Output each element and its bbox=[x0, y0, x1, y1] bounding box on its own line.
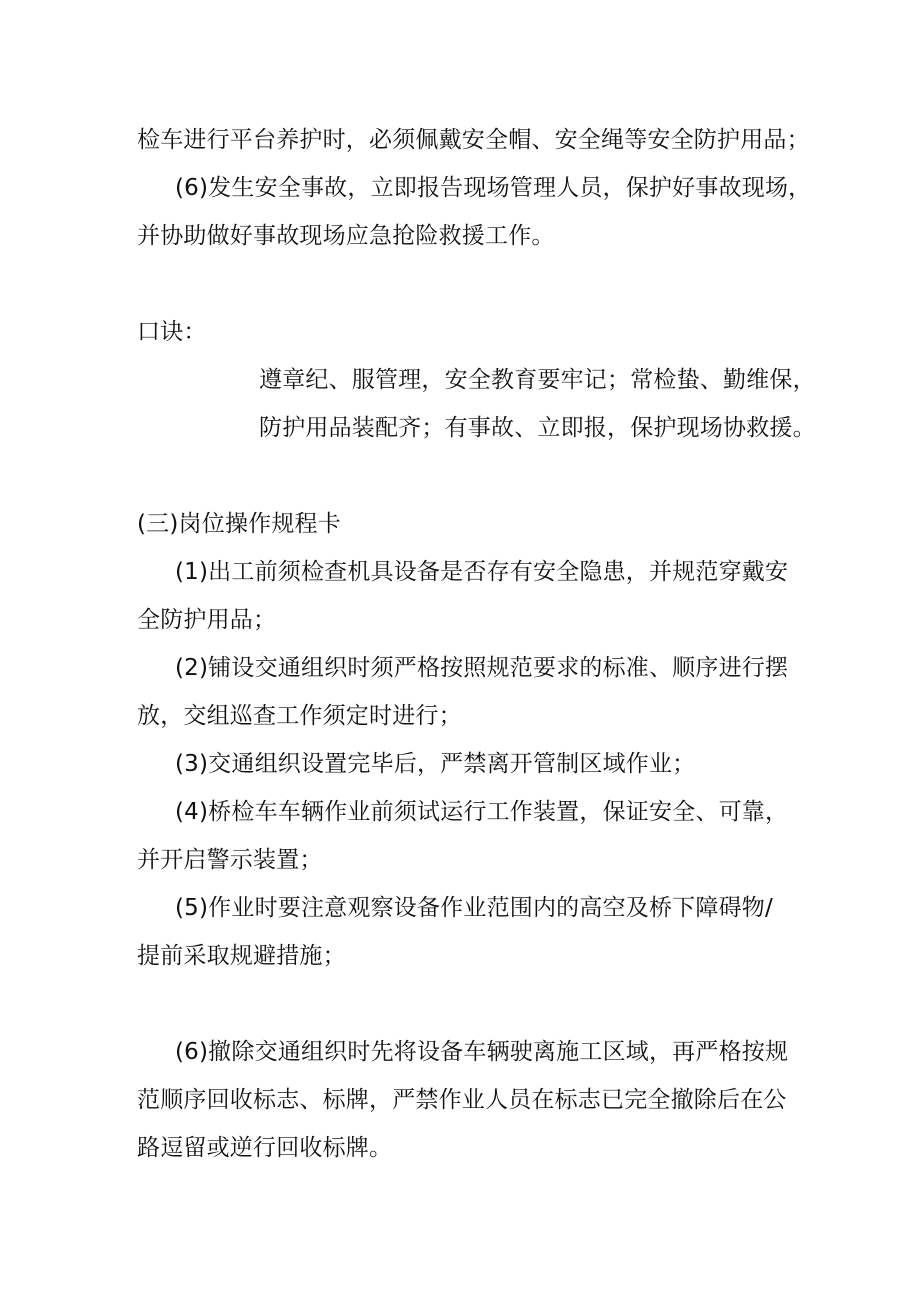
rule-line: (3)交通组织设置完毕后，严禁离开管制区域作业； bbox=[175, 751, 696, 777]
mnemonic-line: 防护用品装配齐；有事故、立即报，保护现场协救援。 bbox=[259, 415, 816, 441]
rule-line: (2)铺设交通组织时须严格按照规范要求的标准、顺序进行摆 bbox=[175, 655, 789, 681]
rule-line: 路逗留或逆行回收标牌。 bbox=[137, 1135, 393, 1161]
rule-line: 全防护用品； bbox=[137, 607, 277, 633]
intro-line: (6)发生安全事故，立即报告现场管理人员，保护好事故现场， bbox=[175, 175, 812, 201]
intro-line: 并协助做好事故现场应急抢险救援工作。 bbox=[137, 223, 555, 249]
rule-line: 范顺序回收标志、标牌，严禁作业人员在标志已完全撤除后在公 bbox=[137, 1087, 787, 1113]
intro-line: 检车进行平台养护时，必须佩戴安全帽、安全绳等安全防护用品； bbox=[137, 127, 810, 153]
rule-line: 并开启警示装置； bbox=[137, 847, 323, 873]
rule-line: 放，交组巡查工作须定时进行； bbox=[137, 703, 462, 729]
rule-line: (5)作业时要注意观察设备作业范围内的高空及桥下障碍物/ bbox=[175, 895, 773, 921]
rule-line: (1)出工前须检查机具设备是否存有安全隐患，并规范穿戴安 bbox=[175, 559, 789, 585]
rule-line: (6)撤除交通组织时先将设备车辆驶离施工区域，再严格按规 bbox=[175, 1039, 789, 1065]
rule-line: (4)桥检车车辆作业前须试运行工作装置，保证安全、可靠， bbox=[175, 799, 789, 825]
section-title: (三)岗位操作规程卡 bbox=[137, 511, 341, 537]
mnemonic-label: 口诀： bbox=[137, 319, 207, 345]
rule-line: 提前采取规避措施； bbox=[137, 943, 346, 969]
mnemonic-line: 遵章纪、服管理，安全教育要牢记；常检蛰、勤维保， bbox=[259, 367, 816, 393]
